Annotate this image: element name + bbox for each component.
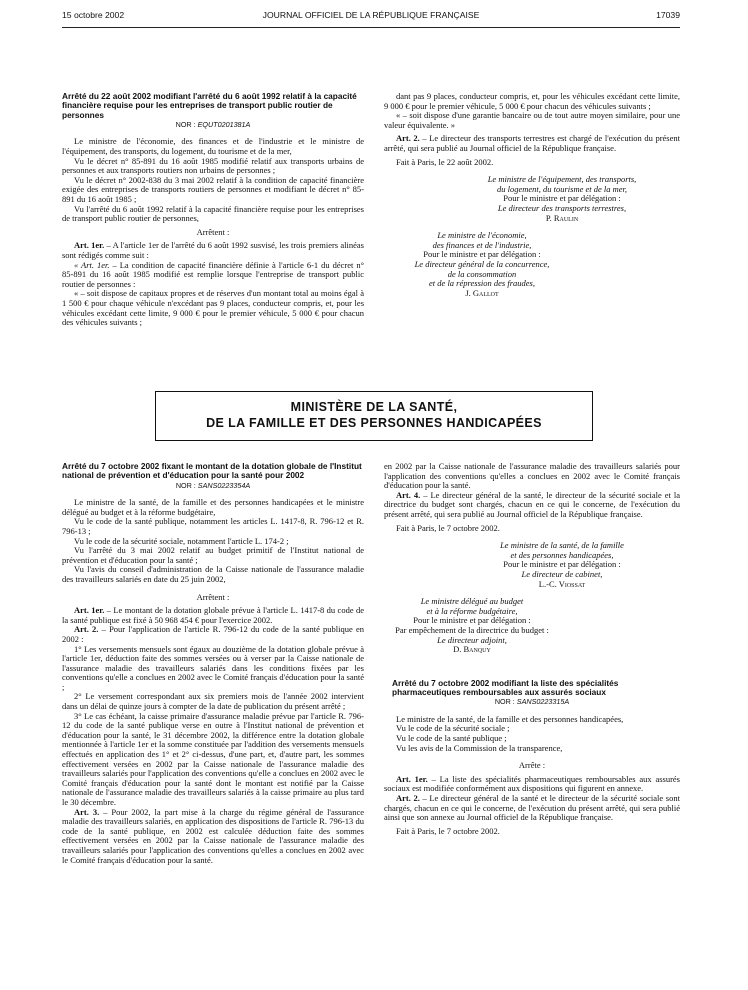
article-2-visa-2: Vu le code de la sécurité sociale, notamment l'article L. 174-2 ; xyxy=(74,535,289,546)
article-2-item-2: 2° Le versement correspondant aux six premiers mois de l'année 2002 intervient dans un délai de quinze jours à compter de la date de publication du présent arrêté ; xyxy=(62,691,364,712)
article-1-right-column xyxy=(384,92,680,298)
article-1-quote-2-cont: dant pas 9 places, conducteur compris, et, pour les véhicules excédant cette limite, 9 000 € pour le premier véhicule, 5 000 € pour chacun des véhicules suivants ; xyxy=(384,91,680,111)
article-3-preamble: Le ministre de la santé, de la famille et des personnes handicapées, xyxy=(396,713,624,724)
article-1-signature-2: Le ministre de l'économie, des finances et de l'industrie, Pour le ministre et par délégation : Le directeur général de la concurrence, de la consommation et de la répression des fraudes, J. Gallot xyxy=(414,230,550,298)
article-1-quote-3: « – soit dispose d'une garantie bancaire ou de tout autre moyen similaire, pour une valeur équivalente. » xyxy=(384,110,680,130)
article-3-arrete: Arrête : xyxy=(518,760,546,771)
article-1-art1: Art. 1er. – A l'article 1er de l'arrêté du 6 août 1992 susvisé, les trois premiers alinéas sont rédigés comme suit : xyxy=(62,240,364,261)
article-1-arretent: Arrêtent : xyxy=(196,226,230,237)
article-2-visa-1: Vu le code de la santé publique, notamment les articles L. 1417-8, R. 796-12 et R. 796-13 ; xyxy=(62,516,364,536)
article-2-right-column xyxy=(384,462,680,836)
article-1-signature-1: Le ministre de l'équipement, des transports, du logement, du tourisme et de la mer, Pour le ministre et par délégation : Le directeur des transports terrestres, P. Raulin xyxy=(487,174,637,223)
article-2-nor: NOR : SANS0223354A xyxy=(175,480,251,490)
header-rule xyxy=(62,27,680,28)
article-1-visa-3: Vu l'arrêté du 6 août 1992 relatif à la capacité financière requise pour les entreprises de transport public routier de personnes, xyxy=(62,203,364,224)
ministry-heading-line-2: DE LA FAMILLE ET DES PERSONNES HANDICAPÉES xyxy=(206,416,542,430)
article-2-title: Arrêté du 7 octobre 2002 fixant le montant de la dotation globale de l'Institut national de prévention et d'éducation pour la santé pour 2002 xyxy=(62,461,362,481)
article-2-item-3: 3° Le cas échéant, la caisse primaire d'assurance maladie prévue par l'article R. 796-12 du code de la santé publique verse en outre à l'Institut national de prévention et d'éducation pour la santé, le 31 décembre 2002, la différence entre la dotation globale mentionnée à l'article 1er et la somme constituée par l'addition des versements mensuels effectués en application des 1° et 2° ci-dessus, d'une part, et, d'autre part, les sommes effectivement versées en 2002 par la Caisse nationale de l'assurance maladie des travailleurs salariés pour l'application des conventions qu'elle a conclues en 2002 avec le Comité français d'éducation pour la santé dont le montant est notifié par la Caisse nationale de l'assurance maladie des travailleurs salariés à la caisse primaire au plus tard le 30 décembre. xyxy=(62,710,364,807)
article-1-visa-1: Vu le décret n° 85-891 du 16 août 1985 modifié relatif aux transports urbains de personnes et aux transports routiers non urbains de personnes ; xyxy=(62,155,364,176)
article-2-art2: Art. 2. – Pour l'application de l'article R. 796-12 du code de la santé publique en 2002 : xyxy=(62,624,364,644)
article-1-visa-2: Vu le décret n° 2002-838 du 3 mai 2002 relatif à la condition de capacité financière exigée des entreprises de transports routiers de personnes et modifiant le décret n° 85-891 du 16 août 1985 ; xyxy=(62,174,364,205)
article-2-preamble: Le ministre de la santé, de la famille et des personnes handicapées et le ministre délégué au budget et à la réforme budgétaire, xyxy=(62,497,364,517)
ministry-heading-box xyxy=(155,391,593,441)
article-1-preamble: Le ministre de l'économie, des finances et de l'industrie et le ministre de l'équipement, des transports, du logement, du tourisme et de la mer, xyxy=(62,136,364,157)
article-2-visa-4: Vu l'avis du conseil d'administration de la Caisse nationale de l'assurance maladie des travailleurs salariés en date du 25 juin 2002, xyxy=(62,564,364,584)
article-3 xyxy=(384,679,680,707)
header-page-number: 17039 xyxy=(656,10,680,20)
article-2-item-1: 1° Les versements mensuels sont égaux au douzième de la dotation globale prévue à l'article 1er, déduction faite des sommes versées ou à verser par la Caisse nationale de l'assurance maladie des travailleurs salariés dans les conditions fixées par les conventions qu'elle a conclues en 2002 avec le Comité français d'éducation pour la santé ; xyxy=(62,643,364,692)
article-1-nor: NOR : EQUT0201381A xyxy=(175,119,251,129)
article-2-art3-cont: en 2002 par la Caisse nationale de l'assurance maladie des travailleurs salariés pour l'application des conventions qu'elles a conclues en 2002 avec le Comité français d'éducation pour la santé. xyxy=(384,461,680,491)
header-journal-title: JOURNAL OFFICIEL DE LA RÉPUBLIQUE FRANÇAISE xyxy=(262,10,480,20)
article-2-fait: Fait à Paris, le 7 octobre 2002. xyxy=(396,522,500,533)
page-header xyxy=(62,10,680,24)
article-1-left-column xyxy=(62,91,364,328)
article-2-art1: Art. 1er. – Le montant de la dotation globale prévue à l'article L. 1417-8 du code de la santé publique est fixé à 50 968 454 € pour l'exercice 2002. xyxy=(62,605,364,625)
article-2-art3: Art. 3. – Pour 2002, la part mise à la charge du régime général de l'assurance maladie des travailleurs salariés, en application des dispositions de l'article R. 796-13 du code de la santé publique, en 2002 est calculée déduction faite des sommes effectivement versées en 2002 par la Caisse nationale de l'assurance maladie des travailleurs salariés pour l'application des conventions qu'elles a conclues en 2002 avec le Comité français d'éducation pour la santé. xyxy=(62,806,364,865)
article-3-visa-1: Vu le code de la sécurité sociale ; xyxy=(396,723,510,734)
article-1-title: Arrêté du 22 août 2002 modifiant l'arrêté du 6 août 1992 relatif à la capacité financière requise pour les entreprises de transport public routier de personnes xyxy=(62,91,357,120)
article-2-arretent: Arrêtent : xyxy=(196,591,230,602)
article-2-left-column xyxy=(62,461,364,865)
header-date: 15 octobre 2002 xyxy=(62,10,125,20)
article-3-visa-3: Vu les avis de la Commission de la transparence, xyxy=(396,742,563,753)
article-2-art4: Art. 4. – Le directeur général de la santé, le directeur de la sécurité sociale et la directrice du budget sont chargés, chacun en ce qui le concerne, de l'exécution du présent arrêté, qui sera publié au Journal officiel de la République française. xyxy=(384,489,680,519)
article-3-art2: Art. 2. – Le directeur général de la santé et le directeur de la sécurité sociale sont chargés, chacun en ce qui le concerne, de l'exécution du présent arrêté, qui sera publié ainsi que son annexe au Journal officiel de la République française. xyxy=(384,793,680,823)
article-1-quote-2: « – soit dispose de capitaux propres et de réserves d'un montant total au moins égal à 1 500 € pour chaque véhicule n'excédant pas 9 places, conducteur compris, et, pour les véhicules excédant cette limite, 9 000 € pour le premier véhicule, 5 000 € pour chacun des véhicules suivants ; xyxy=(62,288,364,328)
article-2-visa-3: Vu l'arrêté du 3 mai 2002 relatif au budget primitif de l'Institut national de prévention et d'éducation pour la santé ; xyxy=(62,545,364,565)
article-3-title: Arrêté du 7 octobre 2002 modifiant la liste des spécialités pharmaceutiques remboursables aux assurés sociaux xyxy=(392,677,619,697)
article-1-art2: Art. 2. – Le directeur des transports terrestres est chargé de l'exécution du présent arrêté, qui sera publié au Journal officiel de la République française. xyxy=(384,133,680,153)
article-3-nor: NOR : SANS0223315A xyxy=(494,697,570,707)
article-2-signature-1: Le ministre de la santé, de la famille et des personnes handicapées, Pour le ministre et par délégation : Le directeur de cabinet, L.-C. Viossat xyxy=(500,540,624,589)
article-3-fait: Fait à Paris, le 7 octobre 2002. xyxy=(396,825,500,836)
article-3-visa-2: Vu le code de la santé publique ; xyxy=(396,733,507,744)
article-2-signature-2: Le ministre délégué au budget et à la réforme budgétaire, Pour le ministre et par délégation : Par empêchement de la directrice du budget : Le directeur adjoint, D. Banquy xyxy=(395,596,549,655)
article-3-art1: Art. 1er. – La liste des spécialités pharmaceutiques remboursables aux assurés sociaux est modifiée conformément aux dispositions qui figurent en annexe. xyxy=(384,773,680,794)
ministry-heading-line-1: MINISTÈRE DE LA SANTÉ, xyxy=(290,400,458,414)
article-1-quote-1: « Art. 1er. – La condition de capacité financière définie à l'article 6-1 du décret n° 85-891 du 16 août 1985 modifié est remplie lorsque l'entreprise de transport public routier de personnes : xyxy=(62,259,364,289)
article-1-fait: Fait à Paris, le 22 août 2002. xyxy=(396,156,494,167)
